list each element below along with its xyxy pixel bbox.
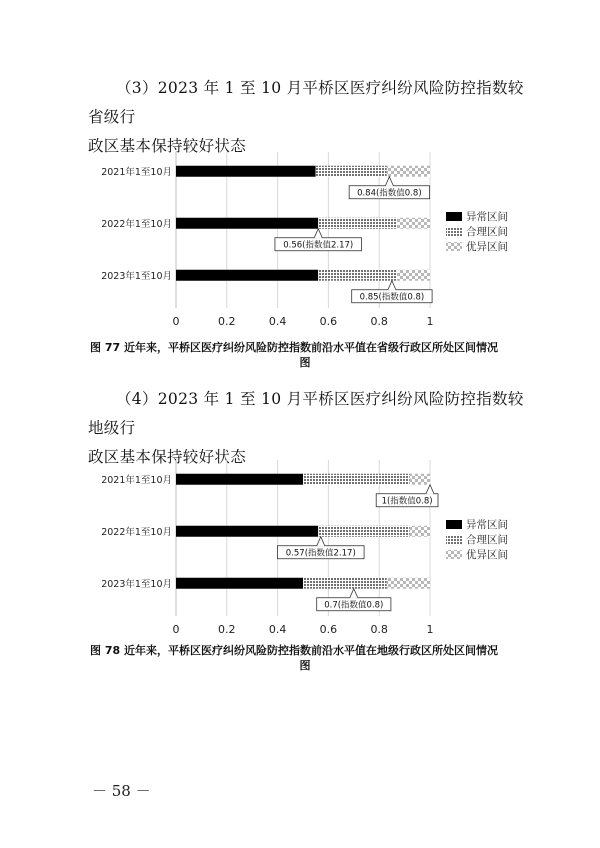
bar-segment-2 <box>397 270 430 281</box>
x-tick-label: 0 <box>172 623 180 636</box>
x-tick-label: 0.6 <box>319 623 338 636</box>
bar-segment-2 <box>410 474 430 485</box>
legend-swatch-1 <box>446 227 462 236</box>
bar-segment-2 <box>387 166 430 177</box>
caption-78-line2: 图 <box>299 659 311 672</box>
bar-segment-1 <box>318 526 409 537</box>
section4-heading-line2: 政区基本保持较好状态 <box>88 448 247 466</box>
bar-segment-2 <box>410 526 430 537</box>
bar-segment-0 <box>176 578 303 589</box>
section3-heading-line2: 政区基本保持较好状态 <box>88 137 247 155</box>
section3-heading <box>88 74 528 161</box>
callout-pointer <box>314 229 322 238</box>
legend-label: 合理区间 <box>466 226 508 238</box>
caption-78-line1: 图 78 近年来，平桥区医疗纠纷风险防控指数前沿水平值在地级行政区所处区间情况 <box>90 644 498 657</box>
legend-label: 优异区间 <box>466 241 508 253</box>
data-label: 1(指数值0.8) <box>381 496 433 507</box>
legend-swatch-0 <box>446 212 462 221</box>
callout-pointer <box>385 177 393 186</box>
legend-label: 异常区间 <box>466 519 508 531</box>
legend-label: 异常区间 <box>466 211 508 223</box>
data-label: 0.85(指数值0.8) <box>359 292 425 303</box>
category-label: 2021年1至10月 <box>101 475 172 487</box>
callout-pointer <box>426 485 434 494</box>
legend-label: 优异区间 <box>466 549 508 561</box>
callout-pointer <box>317 537 325 546</box>
caption-77-line2: 图 <box>299 356 311 369</box>
chart-77 <box>88 150 533 330</box>
data-label: 0.57(指数值2.17) <box>285 548 356 559</box>
category-label: 2022年1至10月 <box>101 527 172 539</box>
bar-segment-2 <box>397 218 430 229</box>
x-tick-label: 0.4 <box>268 623 287 636</box>
callout-pointer <box>388 281 396 290</box>
bar-segment-2 <box>387 578 430 589</box>
x-tick-label: 0.2 <box>218 315 236 328</box>
x-tick-label: 0.8 <box>370 623 388 636</box>
bar-segment-1 <box>303 578 387 589</box>
bar-segment-0 <box>176 526 318 537</box>
callout-pointer <box>350 589 358 598</box>
legend-label: 合理区间 <box>466 534 508 546</box>
chart-78 <box>88 458 533 638</box>
legend-swatch-2 <box>446 550 462 559</box>
x-tick-label: 0.2 <box>218 623 236 636</box>
bar-segment-0 <box>176 270 318 281</box>
section3-heading-line1: （3）2023 年 1 至 10 月平桥区医疗纠纷风险防控指数较省级行 <box>88 79 524 126</box>
section4-heading-line1: （4）2023 年 1 至 10 月平桥区医疗纠纷风险防控指数较地级行 <box>88 390 524 437</box>
data-label: 0.56(指数值2.17) <box>283 240 354 251</box>
bar-segment-1 <box>318 270 397 281</box>
chart-77-svg <box>88 150 533 330</box>
caption-78 <box>90 643 520 673</box>
bar-segment-1 <box>318 218 397 229</box>
x-tick-label: 1 <box>426 315 434 328</box>
x-tick-label: 0.8 <box>370 315 388 328</box>
x-tick-label: 0.4 <box>268 315 287 328</box>
category-label: 2022年1至10月 <box>101 219 172 231</box>
legend-swatch-0 <box>446 520 462 529</box>
data-label: 0.7(指数值0.8) <box>324 600 384 611</box>
legend-swatch-1 <box>446 535 462 544</box>
category-label: 2023年1至10月 <box>101 271 172 283</box>
bar-segment-0 <box>176 474 303 485</box>
caption-77-line1: 图 77 近年来，平桥区医疗纠纷风险防控指数前沿水平值在省级行政区所处区间情况 <box>90 341 498 354</box>
caption-77 <box>90 340 520 370</box>
bar-segment-1 <box>303 474 410 485</box>
category-label: 2023年1至10月 <box>101 579 172 591</box>
x-tick-label: 1 <box>426 623 434 636</box>
x-tick-label: 0 <box>172 315 180 328</box>
legend-swatch-2 <box>446 242 462 251</box>
category-label: 2021年1至10月 <box>101 167 172 179</box>
bar-segment-0 <box>176 166 316 177</box>
chart-78-svg <box>88 458 533 638</box>
bar-segment-1 <box>316 166 387 177</box>
data-label: 0.84(指数值0.8) <box>357 188 422 199</box>
bar-segment-0 <box>176 218 318 229</box>
page-number: － 58 － <box>92 782 151 800</box>
x-tick-label: 0.6 <box>319 315 338 328</box>
